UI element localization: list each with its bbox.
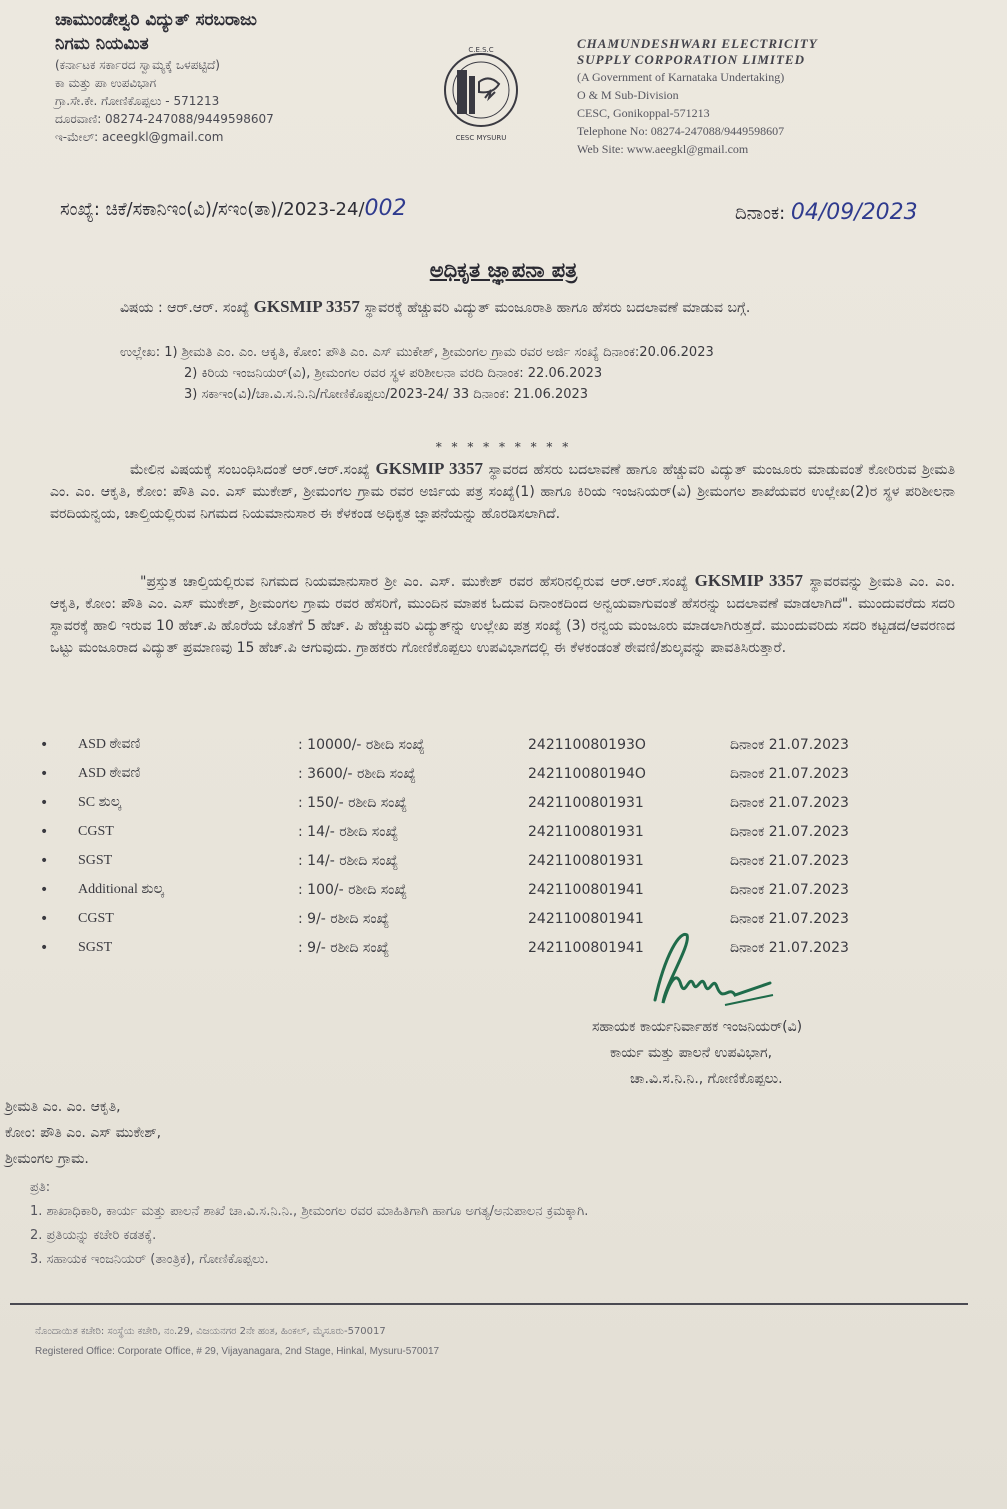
para1-pre: ಮೇಲಿನ ವಿಷಯಕ್ಕೆ ಸಂಬಂಧಿಸಿದಂತೆ ಆರ್.ಆರ್.ಸಂಖ್ಯೆ [130,462,370,478]
date-label: ದಿನಾಂಕ: [735,203,786,224]
org-name-en-2: SUPPLY CORPORATION LIMITED [577,52,805,67]
fee-date: ದಿನಾಂಕ 21.07.2023 [730,882,849,898]
fee-bullet: • [40,795,49,811]
org-line-en-5: CESC, Gonikoppal-571213 [577,106,710,120]
reference-item-3: 3) ಸಕಾಇಂ(ವಿ)/ಚಾ.ವಿ.ಸ.ನಿ.ನಿ/ಗೋಣಿಕೊಪ್ಪಲು/2023-24/ 33 ದಿನಾಂಕ: 21.06.2023 [184,387,589,402]
para2-post: ಸ್ಥಾವರವನ್ನು ಶ್ರೀಮತಿ ಎಂ. ಎಂ. ಆಕೃತಿ, ಕೋಂ: ಪೌತಿ ಎಂ. ಎಸ್ ಮುಕೇಶ್, ಶ್ರೀಮಂಗಲ ಗ್ರಾಮ ರವರ ಹೆಸರಿಗೆ, ಮುಂದಿನ ಮಾಪಕ ಓದುವ ದಿನಾಂಕದಿಂದ ಅನ್ವಯವಾಗುವಂತೆ ಹೆಸರನ್ನು ಬದಲಾವಣೆ ಮಾಡಲಾಗಿದೆ". ಮುಂದುವರೆದು ಸದರಿ ಸ್ಥಾವರಕ್ಕೆ ಹಾಲಿ ಇರುವ 10 ಹೆಚ್.ಪಿ ಹೊರೆಯ ಜೊತೆಗೆ 5 ಹೆಚ್. ಪಿ ಹೆಚ್ಚುವರಿ ವಿದ್ಯುತ್‌ನ್ನು ಉಲ್ಲೇಖ ಪತ್ರ ಸಂಖ್ಯೆ (3) ರನ್ವಯ ಮಂಜೂರು ಮಾಡಲಾಗಿರುತ್ತದೆ. ಮುಂದುವರಿದು ಸದರಿ ಕಟ್ಟಡದ/ಆವರಣದ ಒಟ್ಟು ಮಂಜೂರಾದ ವಿದ್ಯುತ್ ಪ್ರಮಾಣವು 15 ಹೆಚ್.ಪಿ ಆಗುವುದು. ಗ್ರಾಹಕರು ಗೋಣಿಕೊಪ್ಪಲು ಉಪವಿಭಾಗದಲ್ಲಿ ಈ ಕೆಳಕಂಡಂತೆ ಠೇವಣಿ/ಶುಲ್ಕವನ್ನು ಪಾವತಿಸಿರುತ್ತಾರೆ. [50,574,956,656]
logo-top-text: C.E.S.C [468,46,494,54]
org-line-kn-6: ದೂರವಾಣಿ: 08274-247088/9449598607 [55,112,274,126]
fee-receipt: 2421100801931 [528,824,644,840]
fee-list [40,733,940,965]
fee-amount: : 14/- ರಶೀದಿ ಸಂಖ್ಯೆ [298,853,399,869]
reference-prefix: ಸಂಖ್ಯೆ: ಚಿಕೆ/ಸಕಾನಿಇಂ(ವಿ)/ಸಇಂ(ತಾ)/2023-24/ [60,199,365,220]
org-line-en-7: Web Site: www.aeegkl@gmail.com [577,142,749,156]
fee-date: ದಿನಾಂಕ 21.07.2023 [730,911,849,927]
fee-receipt: 2421100801941 [528,940,644,956]
fee-name: ASD ಠೇವಣಿ [78,766,141,781]
org-name-en-1: CHAMUNDESHWARI ELECTRICITY [577,36,818,51]
copy-item-1: 1. ಶಾಖಾಧಿಕಾರಿ, ಕಾರ್ಯ ಮತ್ತು ಪಾಲನೆ ಶಾಖೆ ಚಾ.ವಿ.ಸ.ನಿ.ನಿ., ಶ್ರೀಮಂಗಲ ರವರ ಮಾಹಿತಿಗಾಗಿ ಹಾಗೂ ಅಗತ್ಯ/ಅನುಪಾಲನ ಕ್ರಮಕ್ಕಾಗಿ. [30,1204,589,1219]
reference-item-2: 2) ಕಿರಿಯ ಇಂಜನಿಯರ್(ವಿ), ಶ್ರೀಮಂಗಲ ರವರ ಸ್ಥಳ ಪರಿಶೀಲನಾ ವರದಿ ದಿನಾಂಕ: 22.06.2023 [184,366,603,381]
fee-receipt: 242110080194O [528,766,646,782]
fee-bullet: • [40,882,49,898]
addressee-block [5,1094,305,1172]
body-paragraph-2 [50,570,955,659]
copy-item-3: 3. ಸಹಾಯಕ ಇಂಜನಿಯರ್ (ತಾಂತ್ರಿಕ), ಗೋಣಿಕೊಪ್ಪಲು. [30,1252,269,1267]
fee-receipt: 242110080193O [528,737,646,753]
fee-name: CGST [78,911,114,926]
fee-bullet: • [40,766,49,782]
fee-amount: : 9/- ರಶೀದಿ ಸಂಖ್ಯೆ [298,940,390,956]
fee-receipt: 2421100801931 [528,853,644,869]
fee-row [40,936,940,965]
org-line-en-6: Telephone No: 08274-247088/9449598607 [577,124,785,138]
fee-bullet: • [40,911,49,927]
footer-divider [10,1303,968,1305]
handwritten-signature [625,925,775,1015]
para2-rr-number: GKSMIP 3357 [694,571,804,590]
fee-row [40,762,940,791]
org-line-kn-5: ಗ್ರಾ.ಸೇ.ಕೇ. ಗೋಣಿಕೊಪ್ಪಲು - 571213 [55,94,220,108]
fee-date: ದಿನಾಂಕ 21.07.2023 [730,940,849,956]
fee-amount: : 100/- ರಶೀದಿ ಸಂಖ್ಯೆ [298,882,408,898]
fee-date: ದಿನಾಂಕ 21.07.2023 [730,795,849,811]
fee-row [40,791,940,820]
footer-english: Registered Office: Corporate Office, # 29, Vijayanagara, 2nd Stage, Hinkal, Mysuru-570017 [35,1346,440,1357]
fee-row [40,907,940,936]
subject-label: ವಿಷಯ : [120,300,163,316]
fee-name: CGST [78,824,114,839]
fee-row [40,733,940,762]
copy-item-2: 2. ಪ್ರತಿಯನ್ನು ಕಚೇರಿ ಕಡತಕ್ಕೆ. [30,1228,157,1243]
fee-date: ದಿನಾಂಕ 21.07.2023 [730,853,849,869]
fee-amount: : 14/- ರಶೀದಿ ಸಂಖ್ಯೆ [298,824,399,840]
logo-bottom-text: CESC MYSURU [455,134,507,142]
org-name-kn-1: ಚಾಮುಂಡೇಶ್ವರಿ ವಿದ್ಯುತ್ ಸರಬರಾಜು [55,10,257,30]
page-title: ಅಧಿಕೃತ ಜ್ಞಾಪನಾ ಪತ್ರ [429,258,578,282]
fee-amount: : 10000/- ರಶೀದಿ ಸಂಖ್ಯೆ [298,737,425,753]
signatory-line-1: ಸಹಾಯಕ ಕಾರ್ಯನಿರ್ವಾಹಕ ಇಂಜನಿಯರ್(ವಿ) [592,1019,803,1035]
org-line-en-4: O & M Sub-Division [577,88,679,102]
date-handwritten: 04/09/2023 [790,200,918,225]
footer-kannada: ನೊಂದಾಯಿತ ಕಚೇರಿ: ಸಂಸ್ಥೆಯ ಕಚೇರಿ, ನಂ.29, ವಿಜಯನಗರ 2ನೇ ಹಂತ, ಹಿಂಕಲ್, ಮೈಸೂರು-570017 [35,1326,386,1337]
fee-receipt: 2421100801941 [528,911,644,927]
addressee-line-3: ಶ್ರೀಮಂಗಲ ಗ್ರಾಮ. [5,1151,89,1167]
body-paragraph-1 [50,458,955,525]
addressee-line-1: ಶ್ರೀಮತಿ ಎಂ. ಎಂ. ಆಕೃತಿ, [5,1099,121,1115]
signatory-line-3: ಚಾ.ವಿ.ಸ.ನಿ.ನಿ., ಗೋಣಿಕೊಪ್ಪಲು. [630,1071,783,1087]
fee-name: SGST [78,940,113,955]
para1-rr-number: GKSMIP 3357 [375,459,483,478]
org-line-en-3: (A Government of Karnataka Undertaking) [577,70,785,84]
subject-line [120,296,920,319]
signatory-line-2: ಕಾರ್ಯ ಮತ್ತು ಪಾಲನೆ ಉಪವಿಭಾಗ, [610,1045,773,1061]
fee-amount: : 3600/- ರಶೀದಿ ಸಂಖ್ಯೆ [298,766,416,782]
fee-receipt: 2421100801941 [528,882,644,898]
fee-date: ದಿನಾಂಕ 21.07.2023 [730,737,849,753]
copies-block [30,1176,970,1272]
para2-pre: "ಪ್ರಸ್ತುತ ಚಾಲ್ತಿಯಲ್ಲಿರುವ ನಿಗಮದ ನಿಯಮಾನುಸಾರ ಶ್ರೀ ಎಂ. ಎಸ್. ಮುಕೇಶ್ ರವರ ಹೆಸರಿನಲ್ಲಿರುವ ಆರ್.ಆರ್.ಸಂಖ್ಯೆ [140,574,689,590]
cesc-logo [435,42,527,146]
fee-bullet: • [40,940,49,956]
fee-name: Additional ಶುಲ್ಕ [78,882,164,897]
references-label: ಉಲ್ಲೇಖ: [120,345,161,360]
fee-date: ದಿನಾಂಕ 21.07.2023 [730,824,849,840]
fee-bullet: • [40,824,49,840]
reference-handwritten-number: 002 [364,196,407,221]
fee-name: ASD ಠೇವಣಿ [78,737,141,752]
org-name-kn-2: ನಿಗಮ ನಿಯಮಿತ [55,34,149,54]
copies-label: ಪ್ರತಿ: [30,1180,51,1195]
fee-bullet: • [40,737,49,753]
fee-row [40,849,940,878]
subject-rr-number: GKSMIP 3357 [253,297,360,316]
separator-stars: * * * * * * * * * [435,440,572,454]
org-line-kn-3: (ಕರ್ನಾಟಕ ಸರ್ಕಾರದ ಸ್ವಾಮ್ಯಕ್ಕೆ ಒಳಪಟ್ಟಿದೆ) [55,58,220,72]
para1-post: ಸ್ಥಾವರದ ಹೆಸರು ಬದಲಾವಣೆ ಹಾಗೂ ಹೆಚ್ಚುವರಿ ವಿದ್ಯುತ್ ಮಂಜೂರು ಮಾಡುವಂತೆ ಕೋರಿರುವ ಶ್ರೀಮತಿ ಎಂ. ಎಂ. ಆಕೃತಿ, ಕೋಂ: ಪೌತಿ ಎಂ. ಎಸ್ ಮುಕೇಶ್, ಶ್ರೀಮಂಗಲ ಗ್ರಾಮ ರವರ ಅರ್ಜಿಯ ಪತ್ರ ಸಂಖ್ಯೆ(1) ಹಾಗೂ ಕಿರಿಯ ಇಂಜನಿಯರ್(ವಿ) ಶ್ರೀಮಂಗಲ ಶಾಖೆಯವರ ಉಲ್ಲೇಖ(2)ರ ಸ್ಥಳ ಪರಿಶೀಲನಾ ವರದಿಯನ್ವಯ, ಚಾಲ್ತಿಯಲ್ಲಿರುವ ನಿಗಮದ ನಿಯಮಾನುಸಾರ ಈ ಕೆಳಕಂಡ ಅಧಿಕೃತ ಜ್ಞಾಪನೆಯನ್ನು ಹೊರಡಿಸಲಾಗಿದೆ. [50,462,956,522]
addressee-line-2: ಕೋಂ: ಪೌತಿ ಎಂ. ಎಸ್ ಮುಕೇಶ್, [5,1125,162,1141]
org-line-kn-7: ಇ-ಮೇಲ್: aceegkl@gmail.com [55,130,224,144]
fee-bullet: • [40,853,49,869]
subject-post: ಸ್ಥಾವರಕ್ಕೆ ಹೆಚ್ಚುವರಿ ವಿದ್ಯುತ್ ಮಂಜೂರಾತಿ ಹಾಗೂ ಹೆಸರು ಬದಲಾವಣೆ ಮಾಡುವ ಬಗ್ಗೆ. [364,300,751,316]
fee-amount: : 9/- ರಶೀದಿ ಸಂಖ್ಯೆ [298,911,390,927]
signatory-block [592,1014,912,1092]
reference-item-1: 1) ಶ್ರೀಮತಿ ಎಂ. ಎಂ. ಆಕೃತಿ, ಕೋಂ: ಪೌತಿ ಎಂ. ಎಸ್ ಮುಕೇಶ್, ಶ್ರೀಮಂಗಲ ಗ್ರಾಮ ರವರ ಅರ್ಜಿ ಸಂಖ್ಯೆ ದಿನಾಂಕ:20.06.2023 [164,345,714,360]
fee-name: SGST [78,853,113,868]
fee-row [40,820,940,849]
fee-receipt: 2421100801931 [528,795,644,811]
memo-date [735,200,918,225]
letterhead-kannada [55,8,395,146]
org-line-kn-4: ಕಾ ಮತ್ತು ಪಾ ಉಪವಿಭಾಗ [55,76,157,90]
fee-date: ದಿನಾಂಕ 21.07.2023 [730,766,849,782]
reference-number [60,196,407,221]
fee-amount: : 150/- ರಶೀದಿ ಸಂಖ್ಯೆ [298,795,408,811]
fee-name: SC ಶುಲ್ಕ [78,795,122,810]
references-block [120,342,920,405]
subject-pre: ಆರ್.ಆರ್. ಸಂಖ್ಯೆ [167,300,250,316]
fee-row [40,878,940,907]
letterhead-english [577,36,997,158]
